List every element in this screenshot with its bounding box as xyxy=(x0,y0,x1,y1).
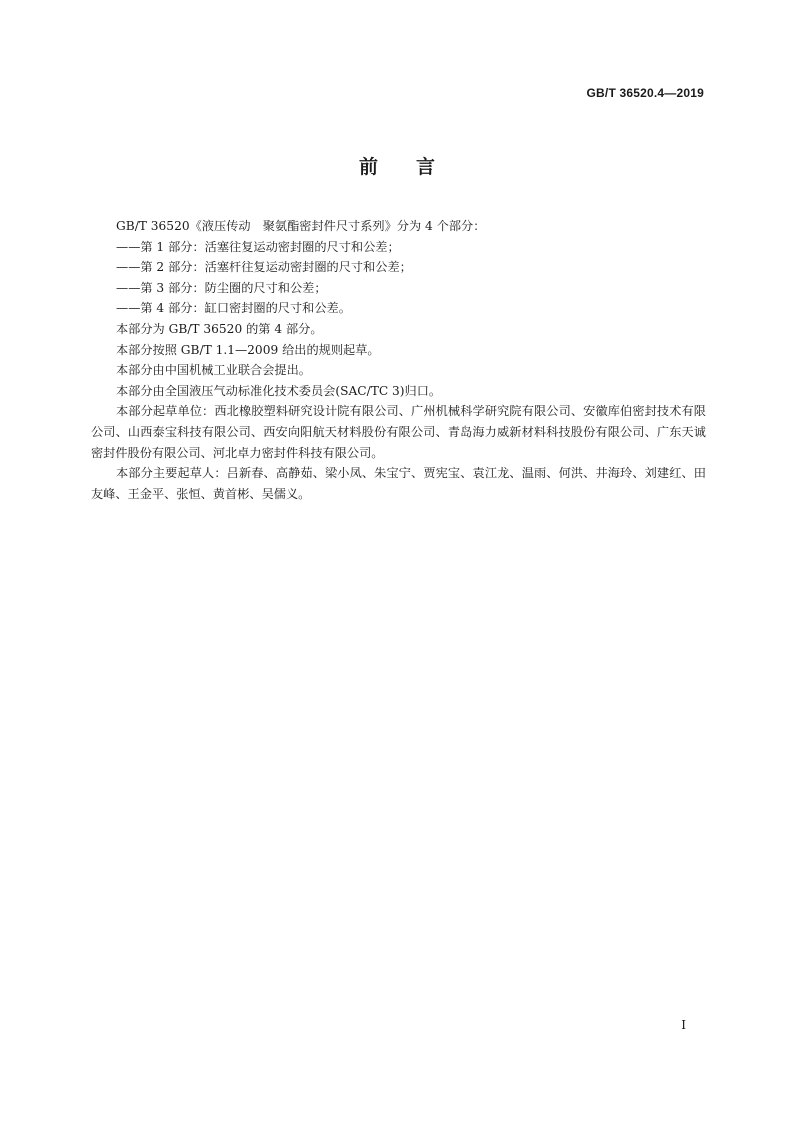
page-number: I xyxy=(681,1018,686,1032)
paragraph-drafters: 本部分主要起草人：吕新春、高静茹、梁小凤、朱宝宁、贾宪宝、袁江龙、温雨、何洪、井海玲、刘建红、田友峰、王金平、张恒、黄首彬、吴儒义。 xyxy=(91,466,706,501)
list-item-part-4: ——第 4 部分：缸口密封圈的尺寸和公差。 xyxy=(116,301,351,316)
standard-code: GB/T 36520.4—2019 xyxy=(586,86,704,100)
paragraph-committee: 本部分由全国液压气动标准化技术委员会(SAC/TC 3)归口。 xyxy=(116,383,442,398)
paragraph-proposer: 本部分由中国机械工业联合会提出。 xyxy=(116,363,311,378)
list-item-part-2: ——第 2 部分：活塞杆往复运动密封圈的尺寸和公差； xyxy=(116,260,412,275)
page-title: 前言 xyxy=(358,156,473,178)
paragraph-drafting-rules: 本部分按照 GB/T 1.1—2009 给出的规则起草。 xyxy=(116,342,380,357)
paragraph-drafting-units: 本部分起草单位：西北橡胶塑料研究设计院有限公司、广州机械科学研究院有限公司、安徽库伯密封技术有限公司、山西泰宝科技有限公司、西安向阳航天材料股份有限公司、青岛海力威新材料科技股份有限公司、广东天诚密封件股份有限公司、河北卓力密封件科技有限公司。 xyxy=(91,404,706,460)
foreword-body xyxy=(91,216,706,504)
list-item-part-1: ——第 1 部分：活塞往复运动密封圈的尺寸和公差； xyxy=(116,239,400,254)
list-item-part-3: ——第 3 部分：防尘圈的尺寸和公差； xyxy=(116,280,327,295)
paragraph-parts-intro: GB/T 36520《液压传动 聚氨酯密封件尺寸系列》分为 4 个部分： xyxy=(116,219,486,233)
paragraph-part-statement: 本部分为 GB/T 36520 的第 4 部分。 xyxy=(116,321,323,336)
